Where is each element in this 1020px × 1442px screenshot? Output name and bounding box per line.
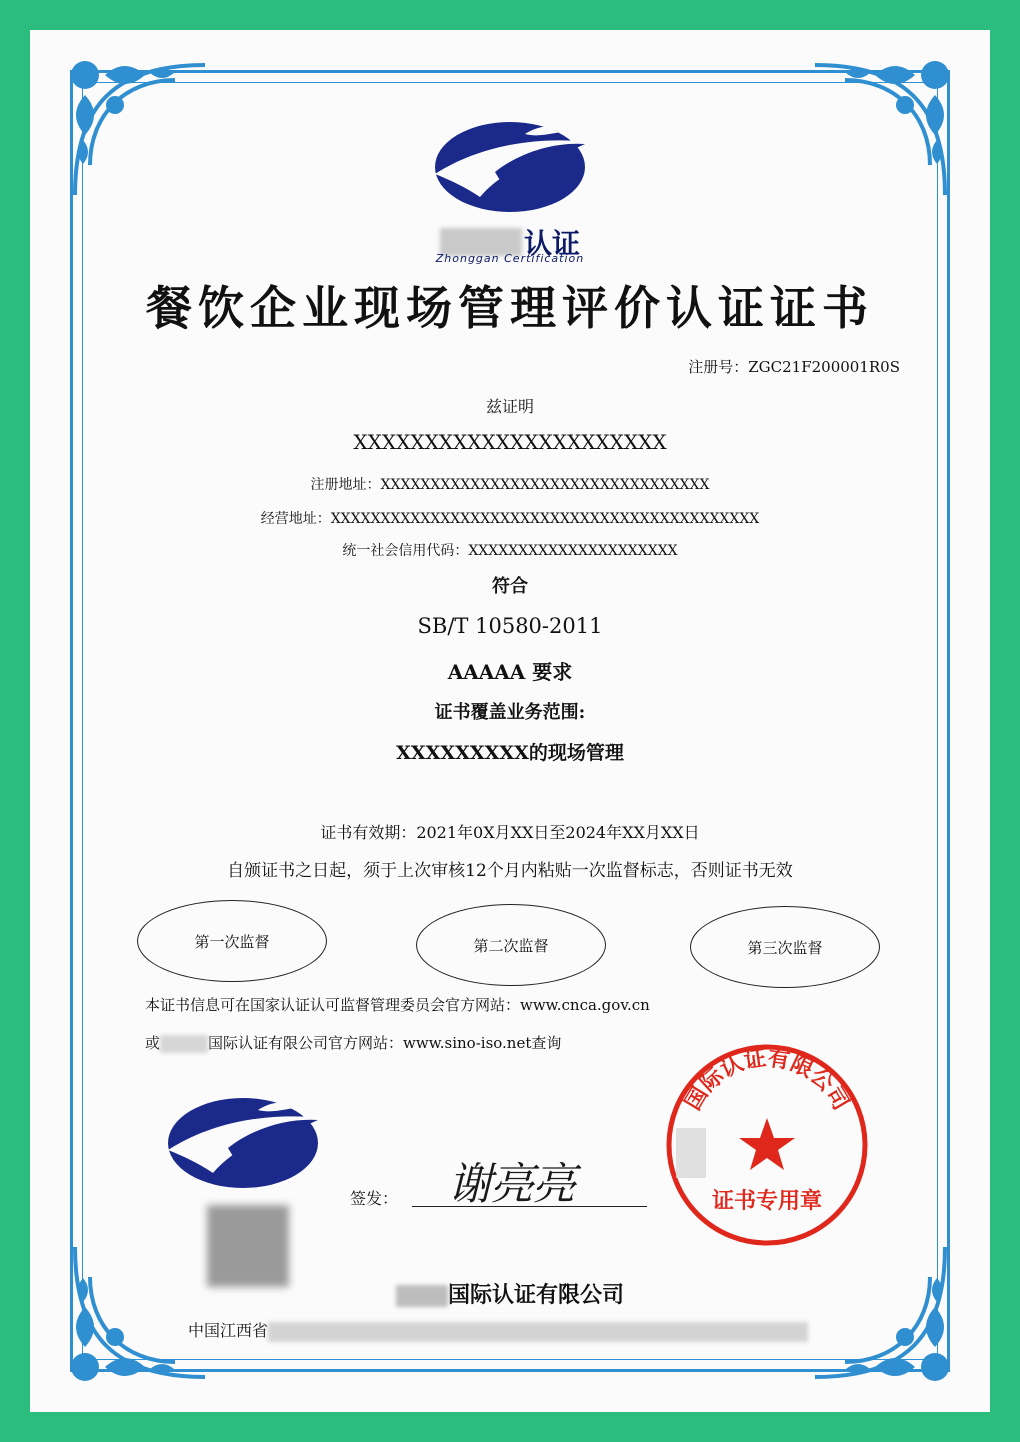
supervision-stamp-1: [137, 900, 327, 982]
sign-label: 签发：: [350, 1189, 399, 1208]
info-line-2: [145, 1032, 561, 1053]
supervision-label: 第二次监督: [473, 936, 549, 955]
supervision-stamp-2: [416, 904, 606, 986]
address-prefix: 中国江西省: [188, 1321, 269, 1340]
corner-ornament-icon: [55, 45, 225, 215]
redacted-block: [160, 1035, 208, 1053]
company-name: 国际认证有限公司: [447, 1283, 624, 1308]
certificate-title: 餐饮企业现场管理评价认证证书: [146, 281, 874, 335]
seal-ring-text: 国际认证有限公司: [680, 1046, 854, 1115]
supervision-label: 第一次监督: [194, 932, 270, 951]
corner-ornament-icon: [795, 45, 965, 215]
business-address: 经营地址：XXXXXXXXXXXXXXXXXXXXXXXXXXXXXXXXXXXXXXXXXXX: [260, 511, 760, 527]
scope-value: XXXXXXXXX的现场管理: [396, 742, 624, 764]
scope-label: 证书覆盖业务范围:: [434, 702, 586, 723]
standard-code: SB/T 10580-2011: [417, 614, 603, 638]
credit-code: 统一社会信用代码：XXXXXXXXXXXXXXXXXXXXX: [342, 543, 678, 559]
info-line-2-prefix: 或: [145, 1034, 161, 1052]
company-address: [188, 1318, 808, 1342]
conform-label: 符合: [492, 576, 528, 597]
organization-name: XXXXXXXXXXXXXXXXXXXXXX: [353, 430, 667, 454]
grade-requirement: AAAAA 要求: [447, 660, 573, 684]
company-logo-icon: [158, 1088, 328, 1198]
supervision-label: 第三次监督: [747, 938, 823, 957]
redacted-block: [396, 1285, 448, 1307]
signature-line: [412, 1206, 647, 1207]
corner-ornament-icon: [55, 1227, 225, 1397]
supervision-stamp-3: [690, 906, 880, 988]
validity-note: 自颁证书之日起，须于上次审核12个月内粘贴一次监督标志，否则证书无效: [227, 861, 793, 881]
svg-text:国际认证有限公司: [681, 1045, 854, 1115]
issuing-company: [0, 1278, 1020, 1309]
seal-center-text: 证书专用章: [711, 1189, 823, 1214]
registration-number: 注册号：ZGC21F200001R0S: [688, 358, 900, 376]
registered-address: 注册地址：XXXXXXXXXXXXXXXXXXXXXXXXXXXXXXXXX: [310, 477, 710, 493]
signature: 谢亮亮: [448, 1159, 574, 1210]
info-line-1: 本证书信息可在国家认证认可监督管理委员会官方网站：www.cnca.gov.cn: [145, 996, 650, 1014]
company-logo-icon: [425, 112, 595, 222]
brand-en: Zhonggan Certification: [435, 252, 585, 265]
redacted-qr-block: [207, 1205, 289, 1287]
corner-ornament-icon: [795, 1227, 965, 1397]
brand-cn: 认证: [523, 227, 580, 260]
validity-period: 证书有效期：2021年0X月XX日至2024年XX月XX日: [320, 823, 700, 842]
info-line-2-suffix: 国际认证有限公司官方网站：www.sino-iso.net查询: [208, 1034, 562, 1052]
official-seal-icon: [662, 1040, 872, 1250]
certify-text: 兹证明: [485, 397, 534, 416]
redacted-block: [268, 1322, 808, 1342]
